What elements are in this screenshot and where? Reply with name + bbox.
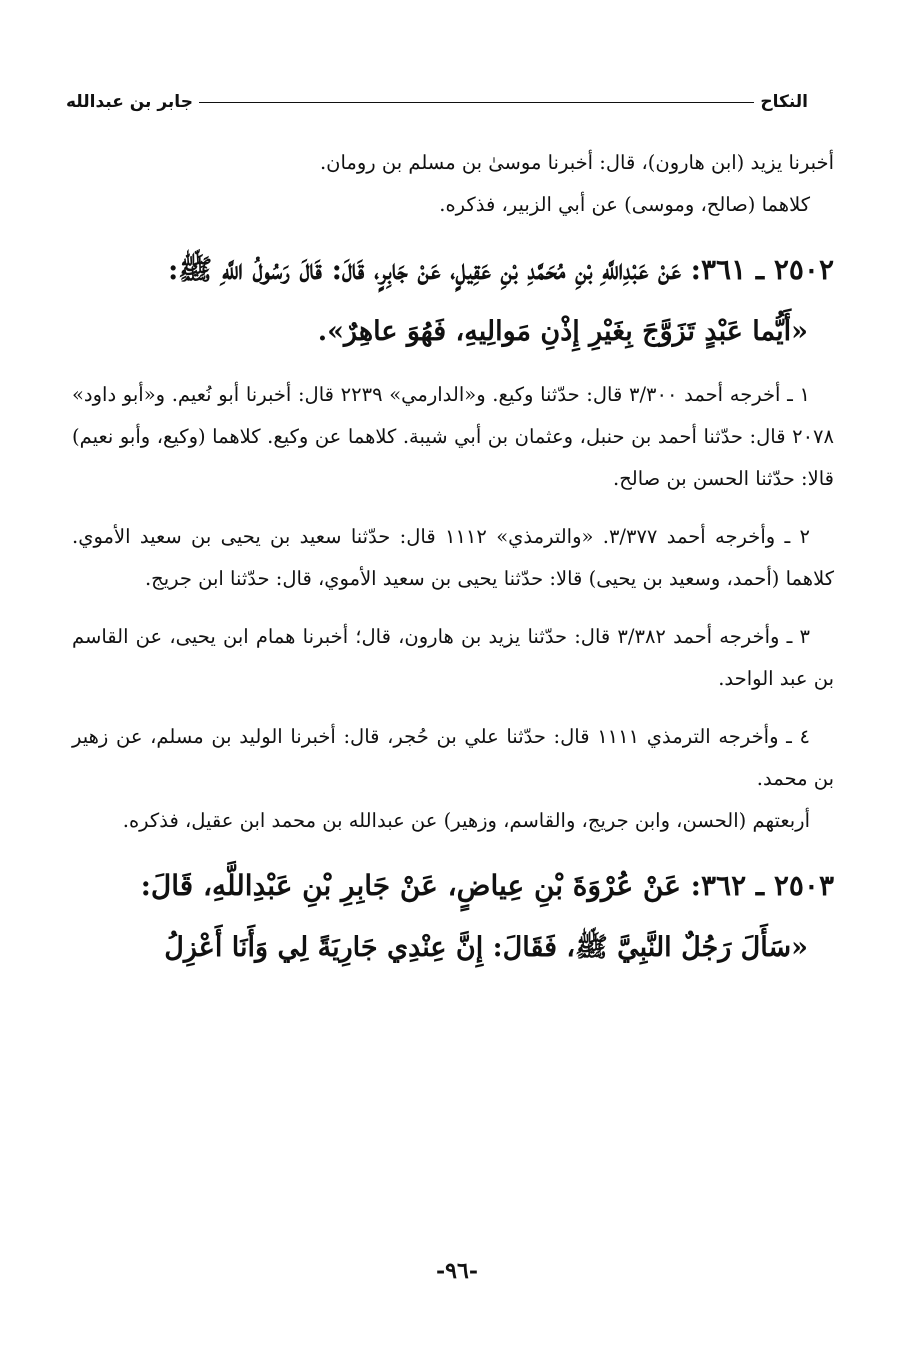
hadith-2502-text: «أَيُّما عَبْدٍ تَزَوَّجَ بِغَيْرِ إِذْنِ مَوالِيهِ، فَهُوَ عاهِرٌ».: [317, 316, 808, 347]
hadith-2502-heading: ٢٥٠٢ ـ ٣٦١: عَنْ عَبْدِاللَّهِ بْنِ مُحَمَّدِ بْنِ عَقِيلٍ، عَنْ جَابِرٍ، قَالَ: قَالَ رَسُولُ اللَّهِ ﷺ:: [168, 253, 834, 286]
page-number: -٩٦-: [436, 1258, 478, 1284]
running-header: [66, 92, 808, 112]
hadith-2503-heading: ٢٥٠٣ ـ ٣٦٢: عَنْ عُرْوَةَ بْنِ عِياضٍ، عَنْ جَابِرِ بْنِ عَبْدِاللَّهِ، قَالَ:: [140, 869, 834, 902]
chapter-title: النكاح: [760, 92, 808, 112]
hadith-2503-text: «سَأَلَ رَجُلٌ النَّبِيَّ ﷺ، فَقَالَ: إِنَّ عِنْدِي جَارِيَةً لِي وَأَنَا أَعْزِلُ: [164, 932, 808, 963]
takhrij-paragraph-2: ٢ ـ وأخرجه أحمد ٣/٣٧٧. «والترمذي» ١١١٢ قال: حدّثنا سعيد بن يحيى بن سعيد الأموي. كلاهما (أحمد، وسعيد بن يحيى) قالا: حدّثنا يحيى بن سعيد الأموي، قال: حدّثنا ابن جريج.: [72, 525, 834, 590]
spacer: [72, 360, 834, 374]
takhrij-summary: أربعتهم (الحسن، وابن جريج، والقاسم، وزهير) عن عبدالله بن محمد ابن عقيل، فذكره.: [122, 809, 810, 832]
isnad-line-2: كلاهما (صالح، وموسى) عن أبي الزبير، فذكره.: [439, 193, 810, 216]
isnad-line-1: أخبرنا يزيد (ابن هارون)، قال: أخبرنا موسىٰ بن مسلم بن رومان.: [319, 151, 834, 174]
narrator-title: جابر بن عبدالله: [66, 92, 193, 112]
header-rule: [199, 102, 754, 103]
takhrij-paragraph-3: ٣ ـ وأخرجه أحمد ٣/٣٨٢ قال: حدّثنا يزيد بن هارون، قال؛ أخبرنا همام ابن يحيى، عن القاسم بن عبد الواحد.: [72, 625, 834, 690]
takhrij-paragraph-4: ٤ ـ وأخرجه الترمذي ١١١١ قال: حدّثنا علي بن حُجر، قال: أخبرنا الوليد بن مسلم، عن زهير بن محمد.: [72, 725, 834, 790]
takhrij-paragraph-1: ١ ـ أخرجه أحمد ٣/٣٠٠ قال: حدّثنا وكيع. و«الدارمي» ٢٢٣٩ قال: أخبرنا أبو نُعيم. و«أبو داود» ٢٠٧٨ قال: حدّثنا أحمد بن حنبل، وعثمان بن أبي شيبة. كلاهما عن وكيع. كلاهما (وكيع، وأبو نعيم) قالا: حدّثنا الحسن بن صالح.: [72, 383, 834, 490]
page-body: [72, 142, 834, 976]
